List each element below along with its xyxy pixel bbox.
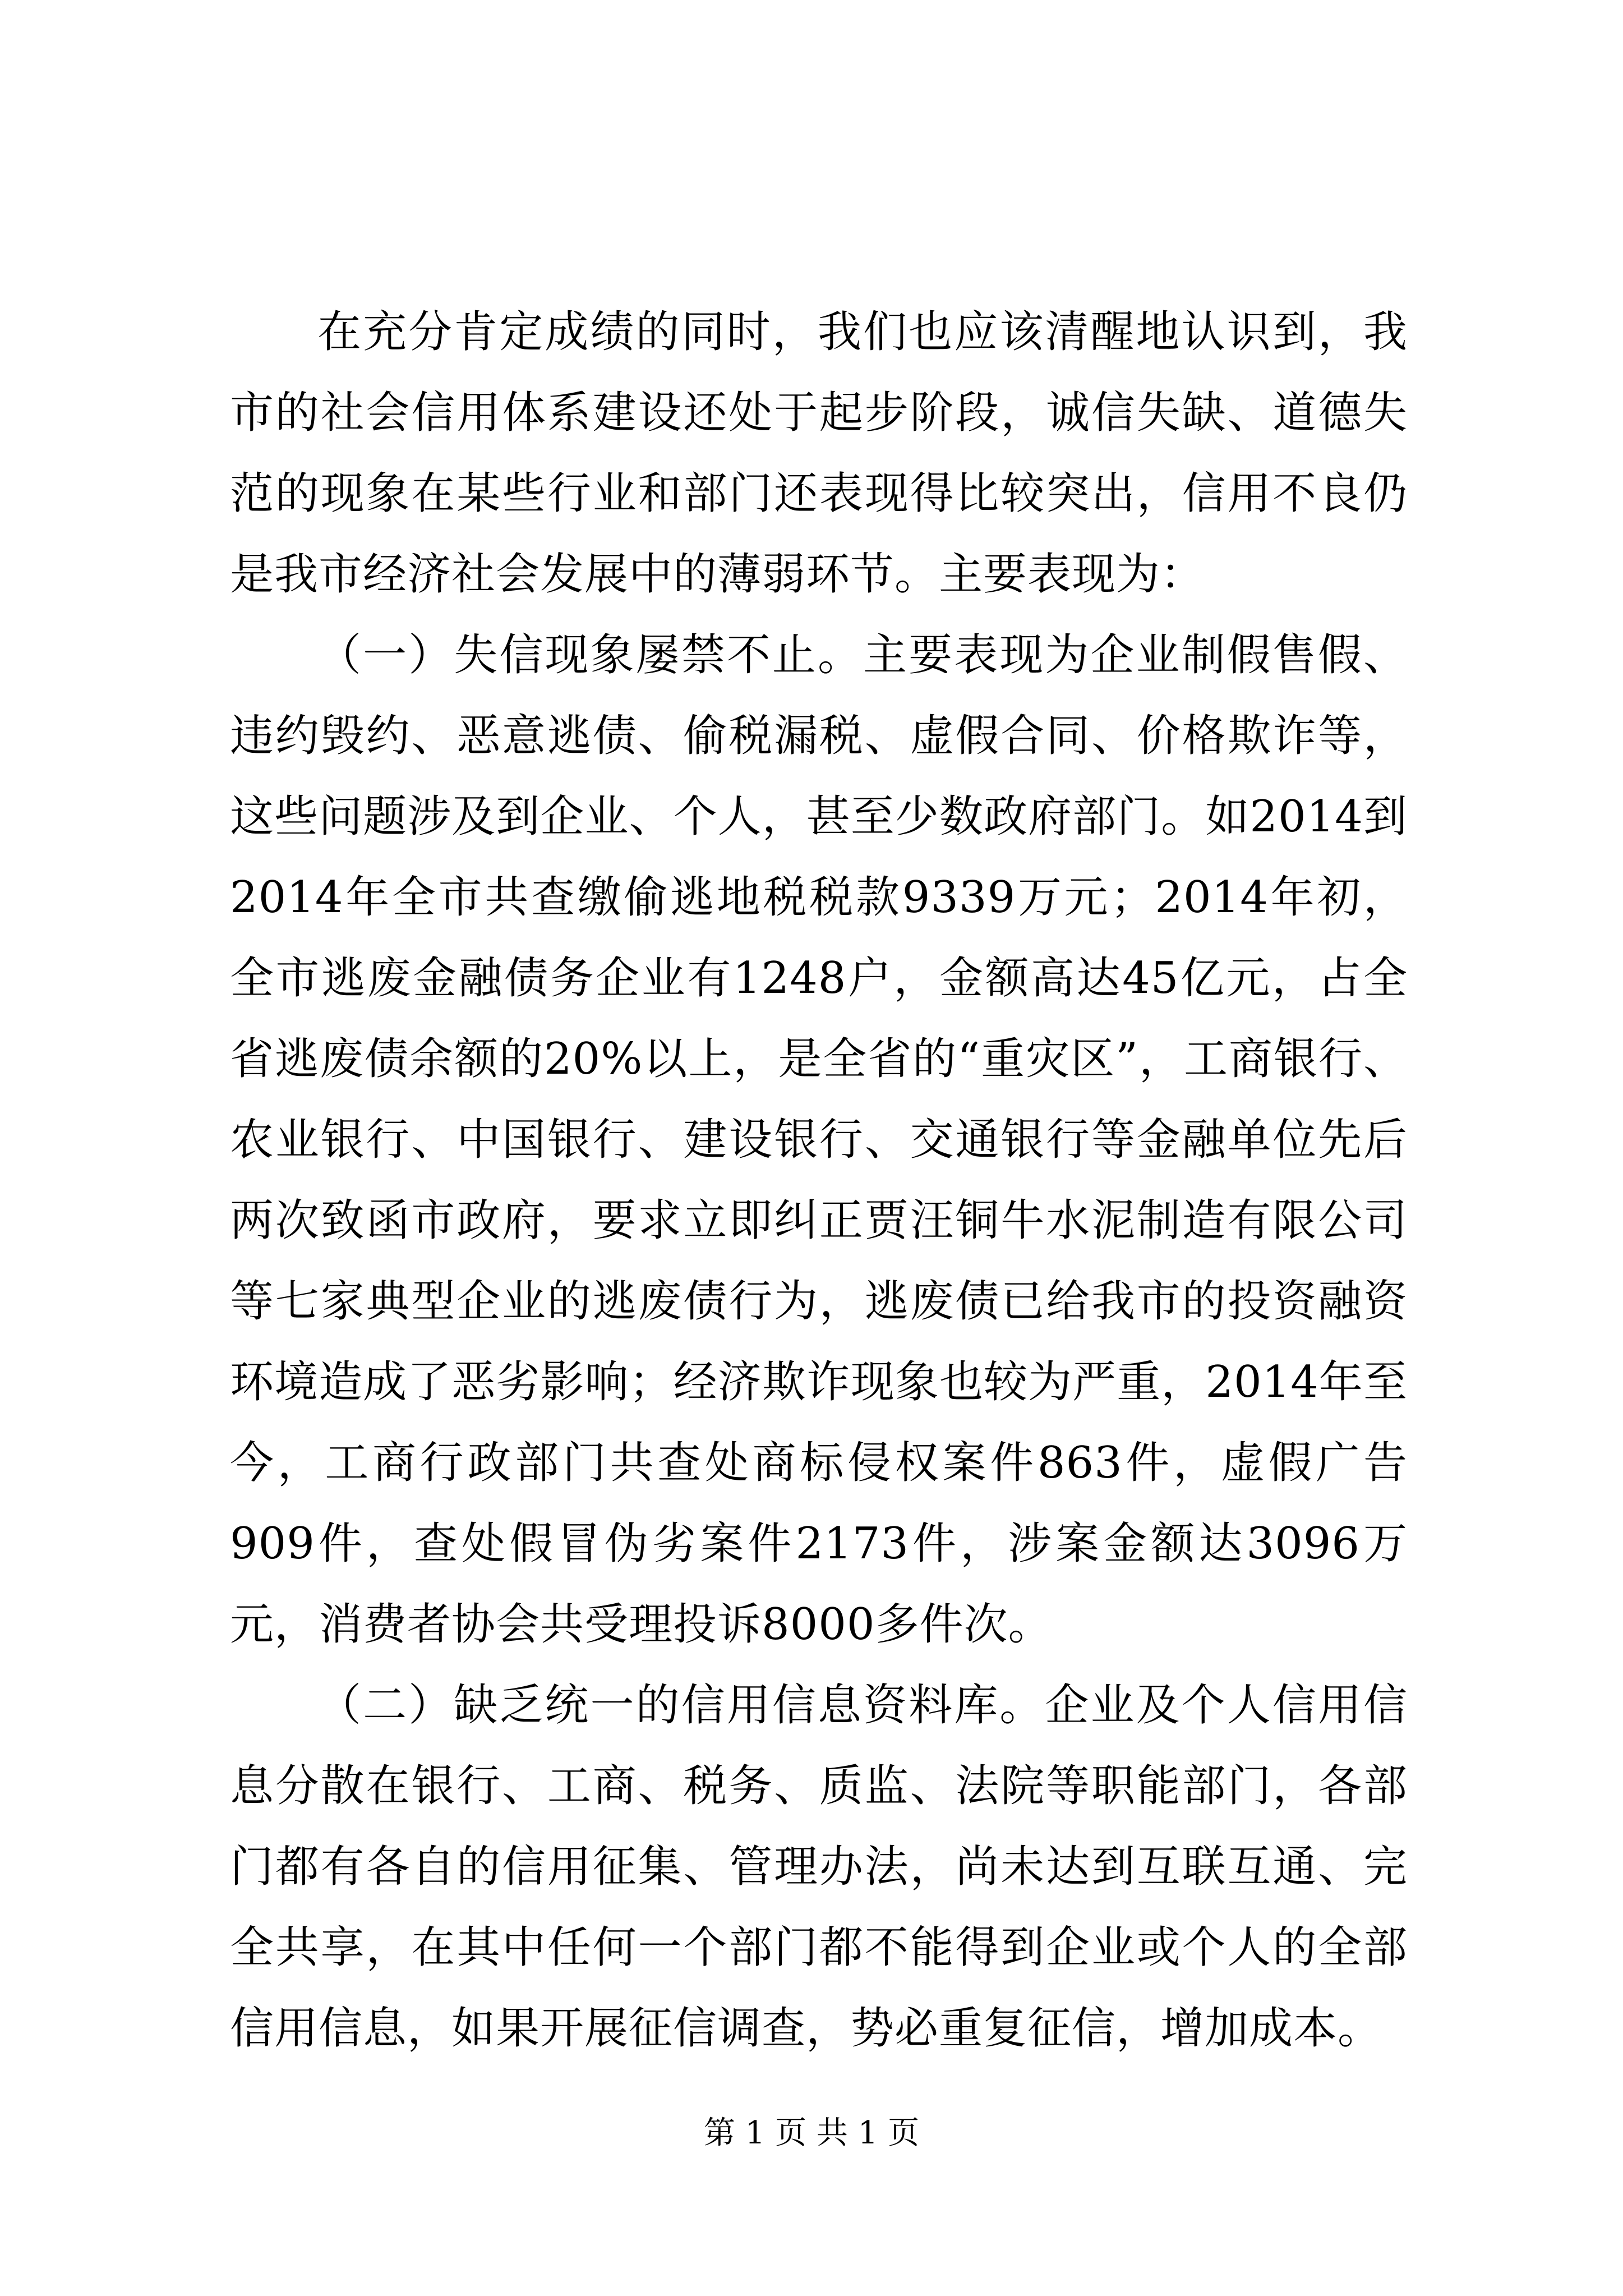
page-footer: 第 1 页 共 1 页 <box>703 2115 920 2151</box>
paragraph-section-1: （一）失信现象屡禁不止。主要表现为企业制假售假、违约毁约、恶意逃债、偷税漏税、虚假合同、价格欺诈等，这些问题涉及到企业、个人，甚至少数政府部门。如2014到2014年全市共查缴偷逃地税税款9339万元；2014年初，全市逃废金融债务企业有1248户，金额高达45亿元，占全省逃废债余额的20%以上，是全省的“重灾区”，工商银行、农业银行、中国银行、建设银行、交通银行等金融单位先后两次致函市政府，要求立即纠正贾汪铜牛水泥制造有限公司等七家典型企业的逃废债行为，逃废债已给我市的投资融资环境造成了恶劣影响；经济欺诈现象也较为严重，2014年至今，工商行政部门共查处商标侵权案件863件，虚假广告909件，查处假冒伪劣案件2173件，涉案金额达3096万元，消费者协会共受理投诉8000多件次。 <box>230 630 1408 1650</box>
document-body <box>230 292 1408 2069</box>
paragraph-intro: 在充分肯定成绩的同时，我们也应该清醒地认识到，我市的社会信用体系建设还处于起步阶段，诚信失缺、道德失范的现象在某些行业和部门还表现得比较突出，信用不良仍是我市经济社会发展中的薄弱环节。主要表现为： <box>230 307 1408 600</box>
paragraph-section-2: （二）缺乏统一的信用信息资料库。企业及个人信用信息分散在银行、工商、税务、质监、法院等职能部门，各部门都有各自的信用征集、管理办法，尚未达到互联互通、完全共享，在其中任何一个部门都不能得到企业或个人的全部信用信息，如果开展征信调查，势必重复征信，增加成本。 <box>230 1680 1408 2054</box>
